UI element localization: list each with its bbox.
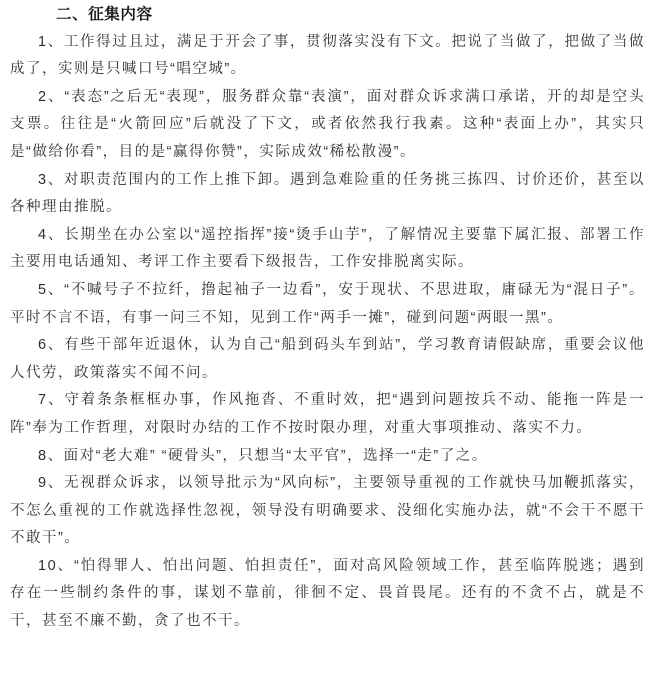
paragraph-7: 7、守着条条框框办事，作风拖沓、不重时效，把“遇到问题按兵不动、能拖一阵是一阵”奉为工作哲理，对限时办结的工作不按时限办理，对重大事项推动、落实不力。 [10,392,645,436]
paragraph-1: 1、工作得过且过，满足于开会了事，贯彻落实没有下文。把说了当做了，把做了当做成了，实则是只喊口号“唱空城”。 [10,33,645,78]
paragraph-6: 6、有些干部年近退休，认为自己“船到码头车到站”，学习教育请假缺席，重要会议他人代劳，政策落实不闻不问。 [10,337,645,381]
paragraph-5: 5、“不喊号子不拉纤，撸起袖子一边看”，安于现状、不思进取，庸碌无为“混日子”。平时不言不语，有事一问三不知，见到工作“两手一摊”，碰到问题“两眼一黑”。 [10,281,645,326]
paragraph-9: 9、无视群众诉求，以领导批示为“风向标”，主要领导重视的工作就快马加鞭抓落实，不怎么重视的工作就选择性忽视，领导没有明确要求、没细化实施办法，就“不会干不愿干不敢干”。 [10,475,645,547]
paragraph-10: 10、“怕得罪人、怕出问题、怕担责任”，面对高风险领域工作，甚至临阵脱逃；遇到存在一些制约条件的事，谋划不靠前，徘徊不定、畏首畏尾。还有的不贪不占，就是不干，甚至不廉不勤，贪了也不干。 [10,557,645,630]
section-heading: 二、征集内容 [56,6,153,23]
paragraph-8: 8、面对“老大难” “硬骨头”，只想当“太平官”，选择一“走”了之。 [38,447,488,464]
paragraph-3: 3、对职责范围内的工作上推下卸。遇到急难险重的任务挑三拣四、讨价还价，甚至以各种理由推脱。 [10,171,645,216]
paragraph-2: 2、“表态”之后无“表现”，服务群众靠“表演”，面对群众诉求满口承诺，开的却是空头支票。往往是“火箭回应”后就没了下文，或者依然我行我素。这种“表面上办”，其实只是“做给你看”，目的是“赢得你赞”，实际成效“稀松散漫”。 [10,88,645,160]
paragraph-4: 4、长期坐在办公室以“遥控指挥”接“烫手山芋”，了解情况主要靠下属汇报、部署工作主要用电话通知、考评工作主要看下级报告，工作安排脱离实际。 [10,226,645,271]
